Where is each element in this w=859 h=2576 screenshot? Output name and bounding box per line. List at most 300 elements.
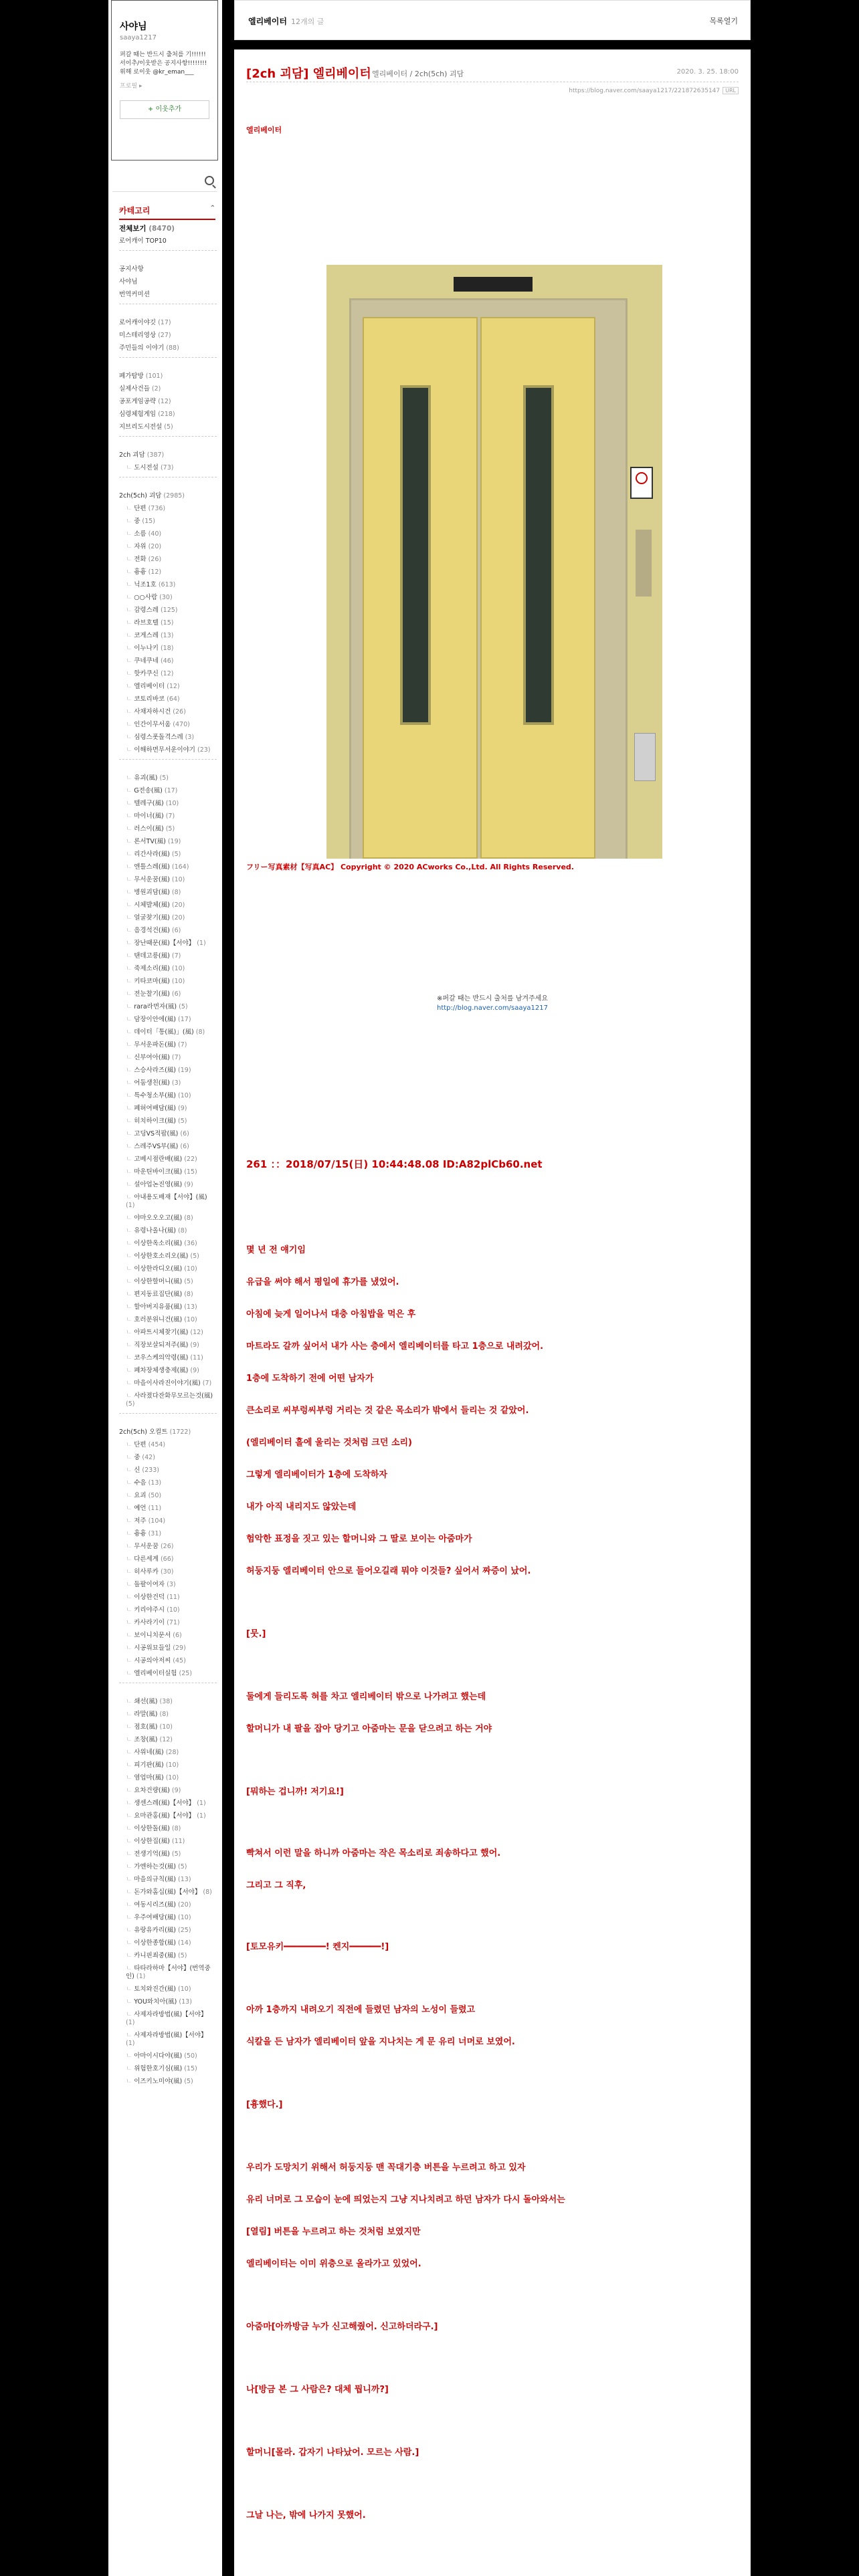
category-item[interactable] bbox=[119, 1130, 217, 1138]
category-item[interactable] bbox=[119, 1441, 217, 1449]
category-item[interactable] bbox=[119, 385, 217, 393]
category-item[interactable] bbox=[119, 1863, 217, 1871]
category-label: 리간사라(風) bbox=[134, 851, 170, 858]
category-label: 음경석건(風) bbox=[134, 927, 170, 934]
category-item[interactable] bbox=[119, 1380, 217, 1388]
category-label: 공지사항 bbox=[119, 265, 144, 273]
category-item[interactable] bbox=[119, 813, 217, 821]
category-item[interactable] bbox=[119, 411, 217, 419]
category-label: 데이터「통(風)」(風) bbox=[134, 1029, 194, 1036]
category-item[interactable] bbox=[119, 1117, 217, 1125]
category-count: (8) bbox=[203, 1889, 212, 1896]
story-line: 빡쳐서 이런 말을 하니까 아줌마는 작은 목소리로 죄송하다고 했어. bbox=[246, 1848, 501, 1858]
story-line: (엘리베이터 홀에 울리는 것처럼 크던 소리) bbox=[246, 1438, 412, 1448]
category-item[interactable] bbox=[119, 990, 217, 998]
category-count: (164) bbox=[171, 863, 189, 871]
category-count: (10) bbox=[165, 1774, 179, 1782]
profile-description: 퍼갈 때는 반드시 출처를 기!!!!!! 서이추/이웃받은 공지사항!!!!!!!!위해 로이웃 @kr_eman___ bbox=[120, 51, 207, 76]
category-label: 전생기억(風) bbox=[134, 1850, 170, 1858]
warning-sign-icon bbox=[630, 467, 653, 499]
category-label: 도시전설 bbox=[134, 464, 159, 471]
category-item[interactable] bbox=[119, 1214, 217, 1222]
category-count: (10) bbox=[159, 1723, 173, 1731]
story-line: 그렇게 엘리베이터가 1층에 도착하자 bbox=[246, 1470, 387, 1480]
category-item[interactable] bbox=[119, 1467, 217, 1475]
category-divider bbox=[119, 436, 217, 445]
category-label: 저주 bbox=[134, 1517, 147, 1525]
category-item[interactable] bbox=[119, 556, 217, 564]
category-label: 소름 bbox=[134, 530, 147, 538]
category-item[interactable] bbox=[119, 1787, 217, 1795]
category-item[interactable] bbox=[119, 398, 217, 406]
category-label: 타타라하마【서야】(번역중인) bbox=[126, 1965, 211, 1980]
category-divider bbox=[119, 250, 217, 259]
category-label: 생센스레(風)【서야】 bbox=[134, 1800, 195, 1807]
add-neighbor-button[interactable]: + 이웃추가 bbox=[120, 100, 209, 119]
category-item[interactable] bbox=[119, 1316, 217, 1324]
category-item[interactable] bbox=[119, 1698, 217, 1706]
category-item[interactable] bbox=[119, 965, 217, 973]
category-count: (18) bbox=[160, 645, 174, 652]
category-item[interactable] bbox=[119, 568, 217, 576]
category-item[interactable] bbox=[119, 863, 217, 871]
category-count: (9) bbox=[171, 1787, 181, 1794]
category-count: (29) bbox=[173, 1644, 186, 1652]
category-count: (30) bbox=[159, 594, 173, 601]
category-count: (10) bbox=[165, 800, 179, 807]
category-label: 아파트시체찾기(風) bbox=[134, 1329, 189, 1336]
category-label: 아마이시다야(風) bbox=[134, 2052, 183, 2060]
category-count: (1722) bbox=[169, 1428, 191, 1436]
category-item[interactable] bbox=[119, 237, 217, 245]
search-icon[interactable] bbox=[205, 176, 214, 185]
category-item[interactable] bbox=[119, 1240, 217, 1248]
category-item[interactable] bbox=[119, 372, 217, 381]
category-header[interactable] bbox=[119, 205, 215, 220]
category-count: (25) bbox=[178, 1927, 191, 1934]
category-label: 스레주VS부(風) bbox=[134, 1143, 179, 1150]
category-count: (470) bbox=[173, 721, 190, 728]
category-label: 키리야주시 bbox=[134, 1606, 165, 1614]
category-item[interactable] bbox=[119, 1581, 217, 1589]
category-item[interactable] bbox=[119, 291, 217, 299]
category-item[interactable] bbox=[119, 594, 217, 602]
photo-credit: フリー写真素材【写真AC】 Copyright © 2020 ACworks Co.,Ltd. All Rights Reserved. bbox=[246, 863, 574, 871]
category-item[interactable] bbox=[119, 225, 217, 233]
category-item[interactable] bbox=[119, 265, 217, 274]
category-item[interactable] bbox=[119, 927, 217, 935]
category-count: (7) bbox=[171, 1054, 181, 1061]
category-item[interactable] bbox=[119, 1181, 217, 1189]
category-item[interactable] bbox=[119, 1278, 217, 1286]
category-item[interactable] bbox=[119, 1029, 217, 1037]
profile-link[interactable]: 프로필 ▸ bbox=[120, 83, 142, 90]
category-count: (7) bbox=[178, 1041, 187, 1049]
category-item[interactable] bbox=[119, 1329, 217, 1337]
category-item[interactable] bbox=[119, 1749, 217, 1757]
post-list-header bbox=[234, 0, 751, 40]
category-count: (5) bbox=[184, 1278, 193, 1285]
category-label: 시체발체(風) bbox=[134, 901, 170, 909]
story-line: 둘에게 들리도록 혀를 차고 엘리베이터 밖으로 나가려고 했는데 bbox=[246, 1692, 486, 1702]
category-item[interactable] bbox=[119, 1543, 217, 1551]
category-label: 직장보살되저주(風) bbox=[134, 1341, 189, 1349]
category-item[interactable] bbox=[119, 1914, 217, 1922]
story-line: 우리가 도망치기 위해서 허둥지둥 맨 꼭대기층 버튼을 누르려고 하고 있자 bbox=[246, 2163, 526, 2173]
category-item[interactable] bbox=[119, 695, 217, 704]
category-count: (3) bbox=[167, 1581, 176, 1588]
story-line: [뭇.] bbox=[246, 1629, 266, 1639]
category-item[interactable] bbox=[119, 1530, 217, 1538]
category-item[interactable] bbox=[119, 1227, 217, 1235]
category-item[interactable] bbox=[119, 1939, 217, 1947]
category-item[interactable] bbox=[119, 1303, 217, 1311]
category-item[interactable] bbox=[119, 2011, 217, 2027]
category-count: (36) bbox=[184, 1240, 197, 1247]
category-item[interactable] bbox=[119, 774, 217, 782]
story-line: 할머니가 내 팔을 잡아 당기고 아줌마는 문을 닫으려고 하는 거야 bbox=[246, 1724, 492, 1734]
category-label: 닉조1호 bbox=[134, 581, 157, 588]
blog-link[interactable]: http://blog.naver.com/saaya1217 bbox=[436, 1004, 548, 1012]
category-item[interactable] bbox=[119, 1003, 217, 1011]
category-item[interactable] bbox=[119, 1253, 217, 1261]
category-item[interactable] bbox=[119, 1454, 217, 1462]
category-divider bbox=[119, 357, 217, 366]
post-url-row bbox=[569, 87, 739, 94]
category-item[interactable] bbox=[119, 1952, 217, 1960]
category-item[interactable] bbox=[119, 1479, 217, 1487]
category-item[interactable] bbox=[119, 543, 217, 551]
category-item[interactable] bbox=[119, 632, 217, 640]
category-label: 카니핀죄중(風) bbox=[134, 1952, 177, 1959]
category-item[interactable] bbox=[119, 889, 217, 897]
category-item[interactable] bbox=[119, 670, 217, 678]
category-item[interactable] bbox=[119, 1555, 217, 1564]
repost-notice-link-row bbox=[234, 1004, 751, 1012]
category-item[interactable] bbox=[119, 838, 217, 846]
category-item[interactable] bbox=[119, 423, 217, 431]
category-count: (12) bbox=[190, 1329, 203, 1336]
category-item[interactable] bbox=[119, 492, 217, 500]
category-item[interactable] bbox=[119, 1736, 217, 1744]
category-label: 사라졌다잔화무모르는것(風) bbox=[134, 1392, 213, 1400]
category-count: (5) bbox=[179, 1003, 188, 1010]
thread-header-line: 261 ：：2018/07/15(日) 10:44:48.08 ID:A82plCb60.net bbox=[246, 1158, 543, 1170]
category-item[interactable] bbox=[119, 1341, 217, 1350]
category-item[interactable] bbox=[119, 1657, 217, 1665]
category-item[interactable] bbox=[119, 683, 217, 691]
category-count: (1) bbox=[126, 2019, 135, 2026]
category-item[interactable] bbox=[119, 1901, 217, 1909]
category-item[interactable] bbox=[119, 332, 217, 340]
category-count: (11) bbox=[190, 1354, 203, 1362]
category-count: (6) bbox=[171, 927, 181, 934]
category-label: 고베시점란배(風) bbox=[134, 1156, 183, 1163]
category-item[interactable] bbox=[119, 721, 217, 729]
category-label: 담장이안에(風) bbox=[134, 1016, 177, 1023]
category-item[interactable] bbox=[119, 1927, 217, 1935]
category-item[interactable] bbox=[119, 1156, 217, 1164]
category-item[interactable] bbox=[119, 2032, 217, 2048]
category-count: (125) bbox=[160, 607, 178, 614]
category-count: (45) bbox=[173, 1657, 186, 1665]
category-item[interactable] bbox=[119, 708, 217, 716]
category-item[interactable] bbox=[119, 1092, 217, 1100]
category-item[interactable] bbox=[119, 1079, 217, 1087]
category-item[interactable] bbox=[119, 581, 217, 589]
category-item[interactable] bbox=[119, 1850, 217, 1858]
category-count: (3) bbox=[185, 734, 195, 741]
category-item[interactable] bbox=[119, 1985, 217, 1994]
category-label: 실제사건들 bbox=[119, 385, 150, 393]
category-item[interactable] bbox=[119, 952, 217, 960]
category-label: 심령체험게임 bbox=[119, 411, 157, 418]
category-item[interactable] bbox=[119, 1670, 217, 1678]
category-item[interactable] bbox=[119, 1889, 217, 1897]
category-label: 카사라기이 bbox=[134, 1619, 165, 1626]
category-label: 이해하면무서운이야기 bbox=[134, 746, 195, 754]
category-item[interactable] bbox=[119, 1876, 217, 1884]
category-item[interactable] bbox=[119, 1761, 217, 1769]
category-item[interactable] bbox=[119, 1568, 217, 1576]
category-item[interactable] bbox=[119, 2065, 217, 2073]
category-label: 이즈키노미야(風) bbox=[134, 2078, 183, 2085]
category-item[interactable] bbox=[119, 1492, 217, 1500]
category-item[interactable] bbox=[119, 2078, 217, 2086]
category-label: 아내용도배재【서야】(風) bbox=[134, 1194, 207, 1201]
story-line: [흉했다.] bbox=[246, 2100, 283, 2110]
category-item[interactable] bbox=[119, 1054, 217, 1062]
category-item[interactable] bbox=[119, 800, 217, 808]
category-label: 스승사라즈(風) bbox=[134, 1067, 177, 1074]
category-label: 라말(風) bbox=[134, 1711, 158, 1718]
category-title: 카테고리 bbox=[119, 206, 151, 215]
category-label: 흉흉 bbox=[134, 1530, 147, 1537]
category-item[interactable] bbox=[119, 940, 217, 948]
category-count: (20) bbox=[178, 1901, 191, 1909]
category-count: (5) bbox=[178, 1117, 187, 1125]
category-item[interactable] bbox=[119, 1825, 217, 1833]
category-count: (22) bbox=[184, 1156, 197, 1163]
category-item[interactable] bbox=[119, 1594, 217, 1602]
category-item[interactable] bbox=[119, 851, 217, 859]
category-count: (31) bbox=[148, 1530, 162, 1537]
category-count: (8) bbox=[159, 1711, 169, 1718]
category-item[interactable] bbox=[119, 978, 217, 986]
category-label: 쿠네쿠네 bbox=[134, 657, 159, 665]
category-count: (15) bbox=[184, 2065, 197, 2072]
post-category-path[interactable]: 엘리베이터 / 2ch(5ch) 괴담 bbox=[372, 70, 464, 78]
category-item[interactable] bbox=[119, 645, 217, 653]
category-label: 핫카쿠신 bbox=[134, 670, 159, 677]
category-count: (8) bbox=[184, 1214, 193, 1222]
category-label: 어둠생친(風) bbox=[134, 1079, 170, 1087]
category-item[interactable] bbox=[119, 876, 217, 884]
category-label: 폐허여배담(風) bbox=[134, 1105, 177, 1112]
category-label: 엘리베이터실험 bbox=[134, 1670, 177, 1677]
category-count: (12) bbox=[158, 398, 171, 405]
category-item[interactable] bbox=[119, 1105, 217, 1113]
category-item[interactable] bbox=[119, 1723, 217, 1731]
category-count: (28) bbox=[165, 1749, 179, 1756]
category-count: (8) bbox=[184, 1291, 193, 1298]
story-line: 할머니[몰라. 갑자기 나타났어. 모르는 사람.] bbox=[246, 2448, 419, 2458]
category-item[interactable] bbox=[119, 505, 217, 513]
category-label: 지브리도시전설 bbox=[119, 423, 163, 431]
category-label: 러스이(風) bbox=[134, 825, 164, 833]
story-line: 유급을 써야 해서 평일에 휴가를 냈었어. bbox=[246, 1277, 399, 1287]
category-item[interactable] bbox=[119, 1619, 217, 1627]
category-item[interactable] bbox=[119, 787, 217, 795]
category-label: 보이니치문서 bbox=[134, 1632, 171, 1639]
category-item[interactable] bbox=[119, 1392, 217, 1408]
button-box bbox=[634, 733, 656, 781]
category-item[interactable] bbox=[119, 1505, 217, 1513]
category-label: 폐가탐방 bbox=[119, 372, 144, 380]
category-count: (11) bbox=[171, 1838, 185, 1845]
category-divider bbox=[119, 759, 217, 768]
category-item[interactable] bbox=[119, 734, 217, 742]
post-url[interactable]: https://blog.naver.com/saaya1217/221872635147 bbox=[569, 88, 721, 94]
category-count: (6) bbox=[173, 1632, 182, 1639]
category-label: 가엔하는것(風) bbox=[134, 1863, 177, 1870]
open-list-button[interactable]: 목록열기 bbox=[709, 17, 738, 25]
story-line: 큰소리로 씨부렁씨부렁 거리는 것 같은 목소리가 밖에서 들리는 것 같았어. bbox=[246, 1406, 529, 1416]
category-label: 시공의아저씨 bbox=[134, 1657, 171, 1665]
category-count: (20) bbox=[171, 901, 185, 909]
category-item[interactable] bbox=[119, 1644, 217, 1652]
category-item[interactable] bbox=[119, 1041, 217, 1049]
category-item[interactable] bbox=[119, 1812, 217, 1820]
category-item[interactable] bbox=[119, 901, 217, 909]
category-label: 주민들의 이야기 bbox=[119, 344, 165, 352]
category-label: 우주여배당(風) bbox=[134, 1914, 177, 1921]
category-count: (5) bbox=[171, 851, 181, 858]
category-item[interactable] bbox=[119, 746, 217, 754]
story-line: 몇 년 전 얘기임 bbox=[246, 1245, 306, 1255]
category-item[interactable] bbox=[119, 1265, 217, 1273]
category-label: 2ch 괴담 bbox=[119, 451, 145, 459]
category-count: (13) bbox=[184, 1303, 197, 1311]
category-item[interactable] bbox=[119, 1606, 217, 1614]
category-item[interactable] bbox=[119, 1291, 217, 1299]
category-count: (13) bbox=[178, 1876, 191, 1883]
category-label: YOU와치아(風) bbox=[134, 1998, 177, 2006]
category-count: (5) bbox=[178, 1952, 187, 1959]
story-line: 허둥지둥 엘리베이터 안으로 들어오길래 뭐야 이것들? 싶어서 짜증이 났어. bbox=[246, 1566, 531, 1576]
category-item[interactable] bbox=[119, 1800, 217, 1808]
category-label: 이누나키 bbox=[134, 645, 159, 652]
category-label: 코우스케의악령(風) bbox=[134, 1354, 189, 1362]
category-item[interactable] bbox=[119, 657, 217, 665]
category-count: (9) bbox=[190, 1367, 199, 1374]
category-label: 중 bbox=[134, 1454, 140, 1461]
category-label: 조창(風) bbox=[134, 1736, 158, 1743]
category-item[interactable] bbox=[119, 1354, 217, 1362]
category-item[interactable] bbox=[119, 1428, 217, 1436]
post-body bbox=[234, 49, 751, 2576]
category-item[interactable] bbox=[119, 1194, 217, 1210]
category-count: (13) bbox=[160, 632, 174, 639]
category-item[interactable] bbox=[119, 2052, 217, 2060]
category-count: (14) bbox=[178, 1939, 191, 1947]
category-item[interactable] bbox=[119, 530, 217, 538]
category-label: 수음 bbox=[134, 1479, 147, 1487]
category-item[interactable] bbox=[119, 1143, 217, 1151]
category-item[interactable] bbox=[119, 464, 217, 472]
category-item[interactable] bbox=[119, 1774, 217, 1782]
category-count: (13) bbox=[179, 1998, 192, 2006]
category-label: 장난때문(風)【서야】 bbox=[134, 940, 195, 947]
category-count: (66) bbox=[160, 1555, 174, 1563]
category-count: (12) bbox=[148, 568, 162, 576]
category-item[interactable] bbox=[119, 825, 217, 833]
category-count: (12) bbox=[160, 670, 174, 677]
category-label: rara라면자(風) bbox=[134, 1003, 177, 1010]
category-item[interactable] bbox=[119, 1067, 217, 1075]
category-label: 로어캐이 TOP10 bbox=[119, 237, 167, 245]
category-count: (5) bbox=[126, 1400, 135, 1408]
post-tag-label: 엘리베이터 bbox=[246, 126, 282, 134]
category-count: (38) bbox=[159, 1698, 173, 1705]
category-item[interactable] bbox=[119, 914, 217, 922]
category-count: (10) bbox=[178, 1985, 191, 1993]
category-item[interactable] bbox=[119, 278, 217, 286]
category-item[interactable] bbox=[119, 319, 217, 327]
category-count: (1) bbox=[197, 1812, 206, 1820]
category-count: (17) bbox=[158, 319, 171, 326]
story-line: 엘리베이터는 이미 위층으로 올라가고 있었어. bbox=[246, 2259, 421, 2269]
category-item[interactable] bbox=[119, 1168, 217, 1176]
category-item[interactable] bbox=[119, 1517, 217, 1525]
story-line: [열림] 버튼을 누르려고 하는 것처럼 보였지만 bbox=[246, 2227, 421, 2237]
category-item[interactable] bbox=[119, 607, 217, 615]
category-label: 여동시리즈(風) bbox=[134, 1901, 177, 1909]
sidebar-search[interactable] bbox=[112, 171, 217, 192]
category-label: 중 bbox=[134, 518, 140, 525]
category-count: (1) bbox=[126, 2040, 135, 2047]
category-item[interactable] bbox=[119, 1711, 217, 1719]
chevron-up-icon[interactable]: ⌃ bbox=[209, 205, 215, 212]
category-label: 인간이무서움 bbox=[134, 721, 171, 728]
category-count: (8) bbox=[195, 1029, 205, 1036]
category-label: 단편 bbox=[134, 505, 147, 512]
category-item[interactable] bbox=[119, 619, 217, 627]
category-item[interactable] bbox=[119, 1632, 217, 1640]
category-count: (10) bbox=[184, 1316, 197, 1323]
floor-indicator bbox=[454, 277, 533, 292]
category-count: (46) bbox=[160, 657, 174, 665]
category-item[interactable] bbox=[119, 518, 217, 526]
story-line: 1층에 도착하기 전에 어떤 남자가 bbox=[246, 1374, 374, 1384]
category-count: (19) bbox=[167, 838, 181, 845]
category-count: (10) bbox=[165, 1761, 179, 1769]
post-title[interactable]: [2ch 괴담] 엘리베이터 bbox=[246, 67, 371, 81]
category-item[interactable] bbox=[119, 1838, 217, 1846]
profile-nickname[interactable]: 사야님 bbox=[120, 21, 147, 32]
category-label: 엘리베이터 bbox=[134, 683, 165, 690]
category-item[interactable] bbox=[119, 1998, 217, 2006]
copy-url-button[interactable]: URL bbox=[723, 87, 739, 94]
category-label: 미스테리영상 bbox=[119, 332, 157, 339]
category-item[interactable] bbox=[119, 1367, 217, 1375]
category-label: 설아업논진영(風) bbox=[134, 1181, 183, 1188]
category-item[interactable] bbox=[119, 1965, 217, 1981]
category-item[interactable] bbox=[119, 344, 217, 352]
category-item[interactable] bbox=[119, 1016, 217, 1024]
category-count: (23) bbox=[197, 746, 211, 754]
category-item[interactable] bbox=[119, 451, 217, 459]
